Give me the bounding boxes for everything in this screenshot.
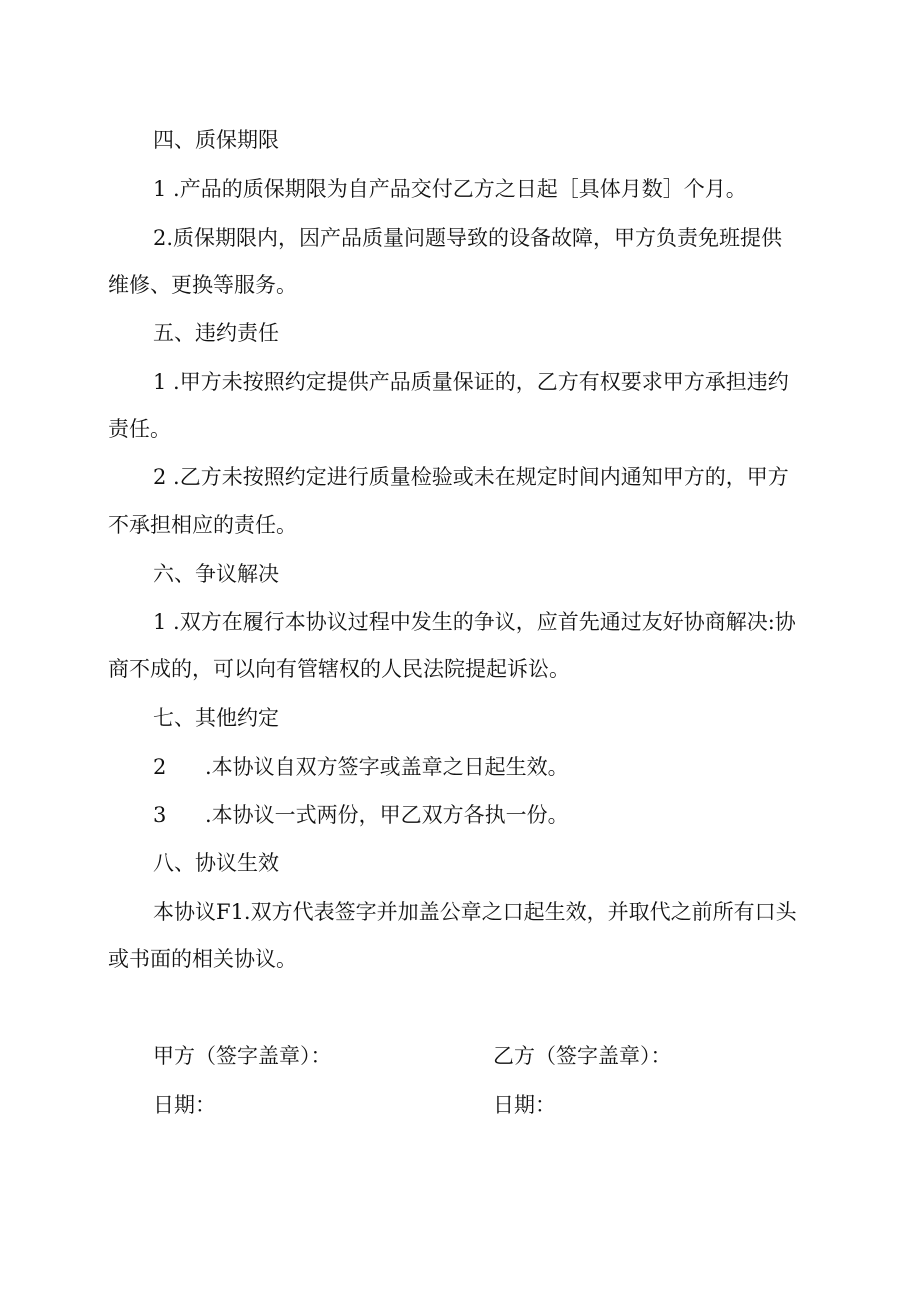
section-4-item-2-line-2: 维修、更换等服务。	[108, 273, 297, 297]
section-6-heading: 六、争议解决	[153, 562, 279, 586]
party-a-date-label: 日期：	[153, 1093, 216, 1117]
section-4-item-1: 1 .产品的质保期限为自产品交付乙方之日起［具体月数］个月。	[153, 177, 747, 201]
section-5-item-1-line-1: 1 .甲方未按照约定提供产品质量保证的，乙方有权要求甲方承担违约	[153, 370, 789, 394]
section-7-item-2	[153, 752, 569, 782]
section-4-item-2-line-1: 2.质保期限内，因产品质量问题导致的设备故障，甲方负责免班提供	[153, 226, 783, 250]
section-8-body-line-2: 或书面的相关协议。	[108, 947, 297, 971]
section-7-heading: 七、其他约定	[153, 706, 279, 730]
section-7-item-2-text: .本协议自双方签字或盖章之日起生效。	[205, 755, 569, 779]
party-a-signature-label: 甲方（签字盖章）：	[153, 1044, 332, 1068]
section-8-heading: 八、协议生效	[153, 851, 279, 875]
section-5-heading: 五、违约责任	[153, 321, 279, 345]
section-7-item-2-number: 2	[153, 755, 167, 779]
section-7-item-3-text: .本协议一式两份，甲乙双方各执一份。	[205, 803, 569, 827]
section-7-item-3-number: 3	[153, 803, 167, 827]
section-5-item-2-line-1: 2 .乙方未按照约定进行质量检验或未在规定时间内通知甲方的，甲方	[153, 465, 789, 489]
section-5-item-2-line-2: 不承担相应的责任。	[108, 513, 297, 537]
section-6-item-1-line-1: 1 .双方在履行本协议过程中发生的争议，应首先通过友好协商解决:协	[153, 610, 796, 634]
party-b-date-label: 日期：	[493, 1093, 556, 1117]
section-6-item-1-line-2: 商不成的，可以向有管辖权的人民法院提起诉讼。	[108, 657, 570, 681]
section-4-heading: 四、质保期限	[153, 128, 279, 152]
party-b-signature-label: 乙方（签字盖章）：	[493, 1044, 672, 1068]
section-8-body-line-1: 本协议F1.双方代表签字并加盖公章之口起生效，并取代之前所有口头	[153, 900, 797, 924]
section-5-item-1-line-2: 责任。	[108, 417, 171, 441]
section-7-item-3	[153, 800, 569, 830]
